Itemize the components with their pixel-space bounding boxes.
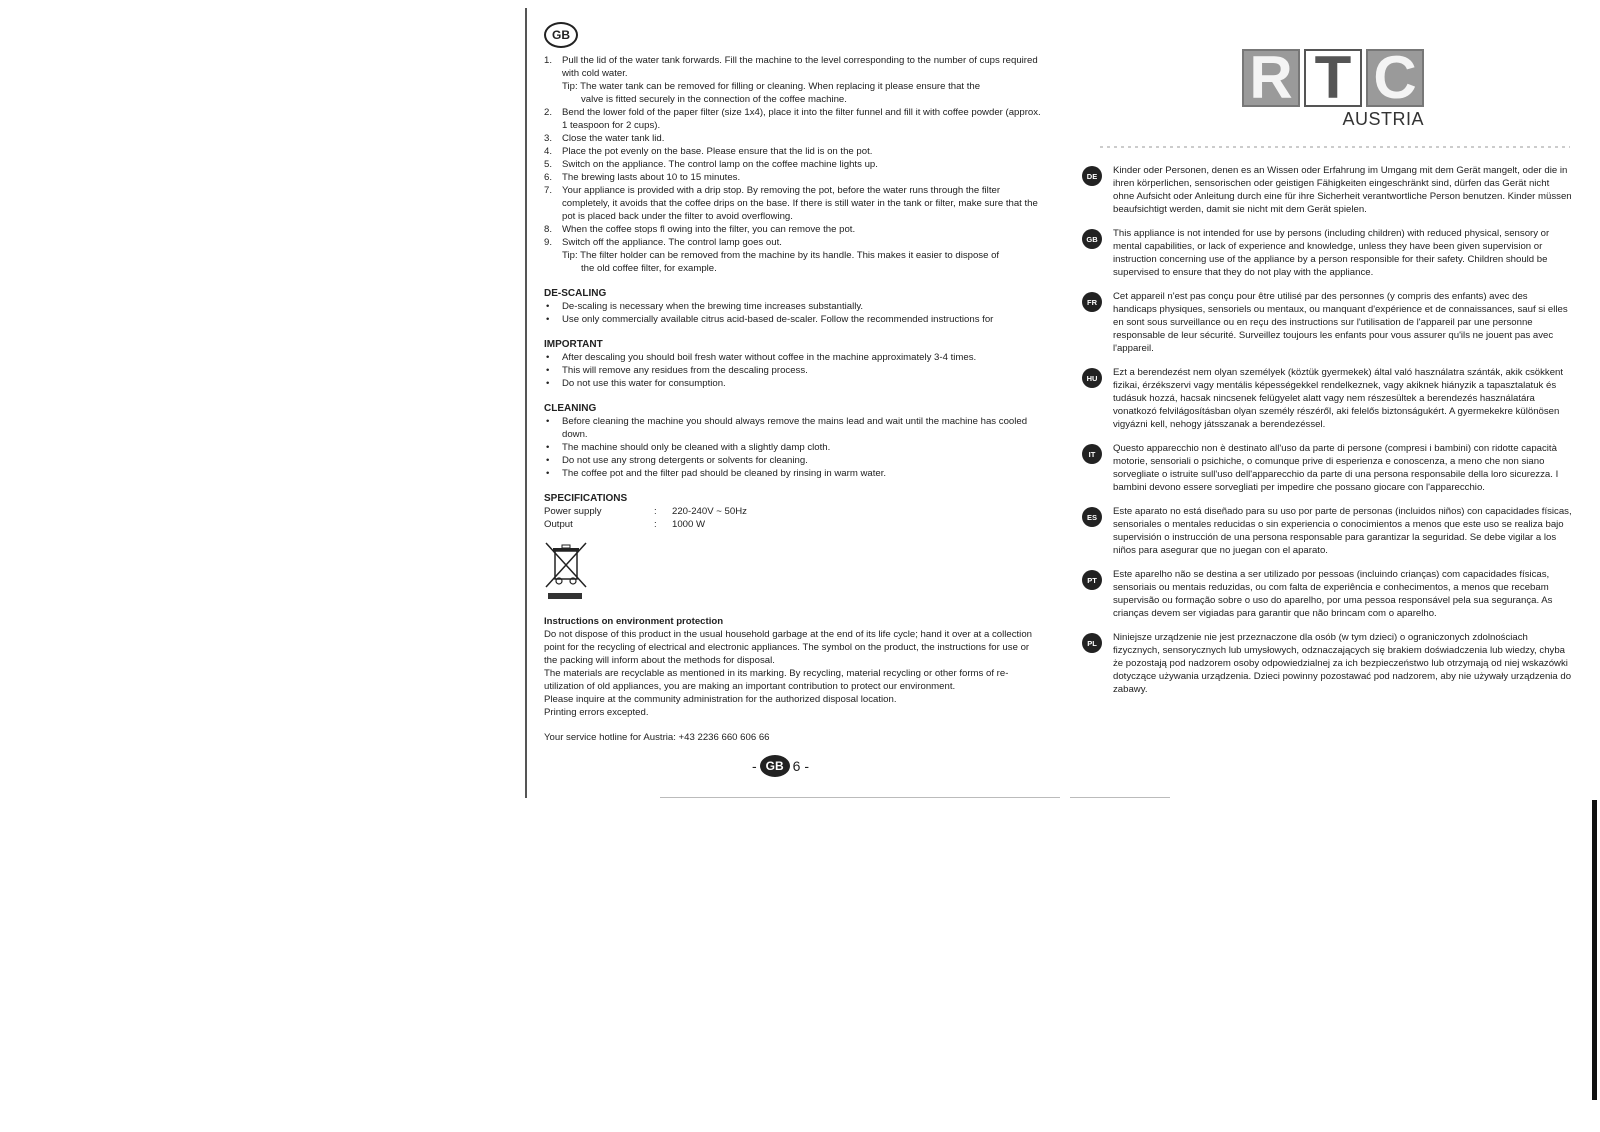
de-badge: DE bbox=[1082, 166, 1102, 186]
warning-text: Ezt a berendezést nem olyan személyek (köztük gyermekek) által való használatra szánták, akik csökkent fizikai, érzékszervi vagy mentális képességekkel rendelkeznek, vagy akiknek hiányzik a tapasztalatuk és tudásuk hozzá, hacsak nincsenek felügyelet alatt vagy nem részesültek a berendezés használatára vonatkozó felvilágosításban olyan személy részéről, aki felelős biztonságukért. A gyermekekre különösen vigyázni kell, nehogy játsszanak a berendezéssel. bbox=[1113, 367, 1564, 430]
es-badge: ES bbox=[1082, 507, 1102, 527]
spec-row: Power supply : 220-240V ~ 50Hz bbox=[544, 506, 747, 517]
list-item: • The machine should only be cleaned with a slightly damp cloth. bbox=[544, 441, 1044, 454]
step-item: 6. The brewing lasts about 10 to 15 minutes. bbox=[544, 172, 741, 183]
tip-note: Tip: The filter holder can be removed from the machine by its handle. This makes it easier to dispose of the old coffee filter, for example. bbox=[562, 250, 1000, 274]
descaling-list bbox=[544, 300, 1044, 326]
list-item: • Before cleaning the machine you should always remove the mains lead and wait until the machine has cooled down. bbox=[544, 415, 1044, 441]
pl-badge: PL bbox=[1082, 633, 1102, 653]
list-item: • Do not use any strong detergents or solvents for cleaning. bbox=[544, 454, 1044, 467]
language-block-gb bbox=[1082, 227, 1572, 279]
left-page bbox=[544, 22, 1044, 744]
warning-text: Kinder oder Personen, denen es an Wissen oder Erfahrung im Umgang mit dem Gerät mangelt, oder die in ihren körperlichen, sensorischen oder geistigen Fähigkeiten eingeschränkt sind, dürfen das Gerät nicht ohne Aufsicht oder Anleitung durch eine für ihre Sicherheit verantwortliche Person benutzen. Kinder müssen beaufsichtigt werden, damit sie nicht mit dem Gerät spielen. bbox=[1113, 165, 1572, 215]
step-item: 2. Bend the lower fold of the paper filter (size 1x4), place it into the filter funnel and fill it with coffee powder (approx. 1 teaspoon for 2 cups). bbox=[544, 107, 1041, 131]
list-item: • De-scaling is necessary when the brewing time increases substantially. bbox=[544, 300, 1044, 313]
environment-paragraph: Please inquire at the community administration for the authorized disposal location. bbox=[544, 694, 897, 705]
environment-paragraph: Do not dispose of this product in the usual household garbage at the end of its life cycle; hand it over at a collection point for the recycling of electrical and electronic appliances. The symbol on the product, the instructions for use or the packing will inform about the methods for disposal. bbox=[544, 629, 1032, 666]
language-block-de bbox=[1082, 164, 1572, 216]
language-block-fr bbox=[1082, 290, 1572, 355]
logo-subtitle: AUSTRIA bbox=[1342, 109, 1424, 129]
service-hotline: Your service hotline for Austria: +43 2236 660 606 66 bbox=[544, 732, 770, 743]
cleaning-list bbox=[544, 415, 1044, 480]
gb-page-badge: GB bbox=[760, 755, 790, 777]
logo-letter: C bbox=[1366, 49, 1424, 107]
warning-text: Este aparato no está diseñado para su uso por parte de personas (incluidos niños) con capacidades físicas, sensoriales o mentales reducidas o sin experiencia o conocimientos a menos que este uso se realiza bajo supervisión o instrucción de una persona responsable para garantizar la seguridad. Se debe vigilar a los niños para asegurar que no juegan con el aparato. bbox=[1113, 506, 1572, 556]
environment-paragraph: The materials are recyclable as mentioned in its marking. By recycling, material recycling or other forms of re-utilization of old appliances, you are making an important contribution to protect our environment. bbox=[544, 668, 1009, 692]
list-item: • Use only commercially available citrus acid-based de-scaler. Follow the recommended instructions for bbox=[544, 313, 1044, 326]
logo-letter: R bbox=[1242, 49, 1300, 107]
specifications-heading: SPECIFICATIONS bbox=[544, 493, 628, 504]
fr-badge: FR bbox=[1082, 292, 1102, 312]
step-item: 9. Switch off the appliance. The control lamp goes out. bbox=[544, 237, 782, 248]
cleaning-heading: CLEANING bbox=[544, 403, 597, 414]
warning-text: Questo apparecchio non è destinato all'uso da parte di persone (compresi i bambini) con ridotte capacità motorie, sensoriali o psichiche, o comunque prive di esperienza e conoscenza, a meno che non siano sorvegliate o istruite sull'uso dell'apparecchio da parte di una persona responsabile della loro sicurezza. I bambini devono essere sorvegliati per impedire che possano giocare con l'apparecchio. bbox=[1113, 443, 1559, 493]
list-item: • This will remove any residues from the descaling process. bbox=[544, 364, 1044, 377]
dotted-divider bbox=[1100, 146, 1570, 148]
pt-badge: PT bbox=[1082, 570, 1102, 590]
list-item: • The coffee pot and the filter pad should be cleaned by rinsing in warm water. bbox=[544, 467, 1044, 480]
list-item: • Do not use this water for consumption. bbox=[544, 377, 1044, 390]
hu-badge: HU bbox=[1082, 368, 1102, 388]
step-item: 3. Close the water tank lid. bbox=[544, 133, 665, 144]
spec-row: Output : 1000 W bbox=[544, 519, 706, 530]
right-page bbox=[1082, 164, 1572, 707]
logo-letter: T bbox=[1304, 49, 1362, 107]
list-item: • After descaling you should boil fresh water without coffee in the machine approximately 3-4 times. bbox=[544, 351, 1044, 364]
warning-text: Cet appareil n'est pas conçu pour être utilisé par des personnes (y compris des enfants) avec des handicaps physiques, sensoriels ou mentaux, ou manquant d'expérience et de connaissances, sauf si elles en sont sous surveillance ou en reçu des instructions sur l'utilisation de l'appareil par une personne responsable de leur sécurité. Surveillez toujours les enfants pour vous assurer qu'ils ne jouent pas avec l'appareil. bbox=[1113, 291, 1568, 354]
language-block-hu bbox=[1082, 366, 1572, 431]
warning-text: This appliance is not intended for use by persons (including children) with reduced physical, sensory or mental capabilities, or lack of experience and knowledge, unless they have been given supervision or instruction concerning use of the appliance by a person responsible for their safety. Children should be supervised to ensure that they do not play with the appliance. bbox=[1113, 228, 1550, 278]
bottom-rule bbox=[1070, 797, 1170, 798]
language-block-pt bbox=[1082, 568, 1572, 620]
bottom-rule bbox=[660, 797, 1060, 798]
gb-badge: GB bbox=[1082, 229, 1102, 249]
step-item: 4. Place the pot evenly on the base. Please ensure that the lid is on the pot. bbox=[544, 146, 873, 157]
environment-paragraph: Printing errors excepted. bbox=[544, 707, 649, 718]
descaling-heading: DE-SCALING bbox=[544, 288, 607, 299]
environment-heading: Instructions on environment protection bbox=[544, 616, 724, 627]
step-item: 7. Your appliance is provided with a drip stop. By removing the pot, before the water runs through the filter completely, it avoids that the coffee drips on the base. If there is still water in the tank or filter, make sure that the pot is placed back under the filter to avoid overflowing. bbox=[544, 185, 1038, 222]
page-number: - GB 6 - bbox=[752, 755, 809, 777]
warning-text: Niniejsze urządzenie nie jest przeznaczone dla osób (w tym dzieci) o ograniczonych zdolnościach fizycznych, sensorycznych lub umysłowych, odznaczających się brakiem doświadczenia lub wiedzy, chyba że pozostają pod nadzorem osoby odpowiedzialnej za ich bezpieczeństwo lub otrzymają od niej wskazówki dotyczące używania urządzenia. Dzieci powinny pozostawać pod nadzorem, aby nie używały urządzenia do zabawy. bbox=[1113, 632, 1572, 695]
rtc-austria-logo bbox=[1242, 44, 1424, 130]
language-block-pl bbox=[1082, 631, 1572, 696]
language-block-es bbox=[1082, 505, 1572, 557]
gb-language-badge: GB bbox=[544, 22, 578, 48]
scan-edge-bar bbox=[1592, 800, 1597, 1100]
step-item: 8. When the coffee stops fl owing into the filter, you can remove the pot. bbox=[544, 224, 856, 235]
important-heading: IMPORTANT bbox=[544, 339, 603, 350]
important-list bbox=[544, 351, 1044, 390]
weee-crossed-bin-icon bbox=[544, 541, 588, 601]
tip-note: Tip: The water tank can be removed for filling or cleaning. When replacing it please ensure that the valve is fitted securely in the connection of the coffee machine. bbox=[562, 81, 981, 105]
instruction-steps bbox=[544, 54, 1044, 275]
language-block-it bbox=[1082, 442, 1572, 494]
step-item: 1. Pull the lid of the water tank forwards. Fill the machine to the level corresponding to the number of cups required with cold water. bbox=[544, 55, 1038, 79]
warning-text: Este aparelho não se destina a ser utilizado por pessoas (incluindo crianças) com capacidades físicas, sensoriais ou mentais reduzidas, ou com falta de experiência e conhecimentos, a menos que recebam supervisão ou formação sobre o uso do aparelho, por uma pessoa responsável pela sua segurança. As crianças devem ser vigiadas para garantir que não brincam com o aparelho. bbox=[1113, 569, 1553, 619]
it-badge: IT bbox=[1082, 444, 1102, 464]
step-item: 5. Switch on the appliance. The control lamp on the coffee machine lights up. bbox=[544, 159, 878, 170]
page-fold-line bbox=[525, 8, 527, 798]
